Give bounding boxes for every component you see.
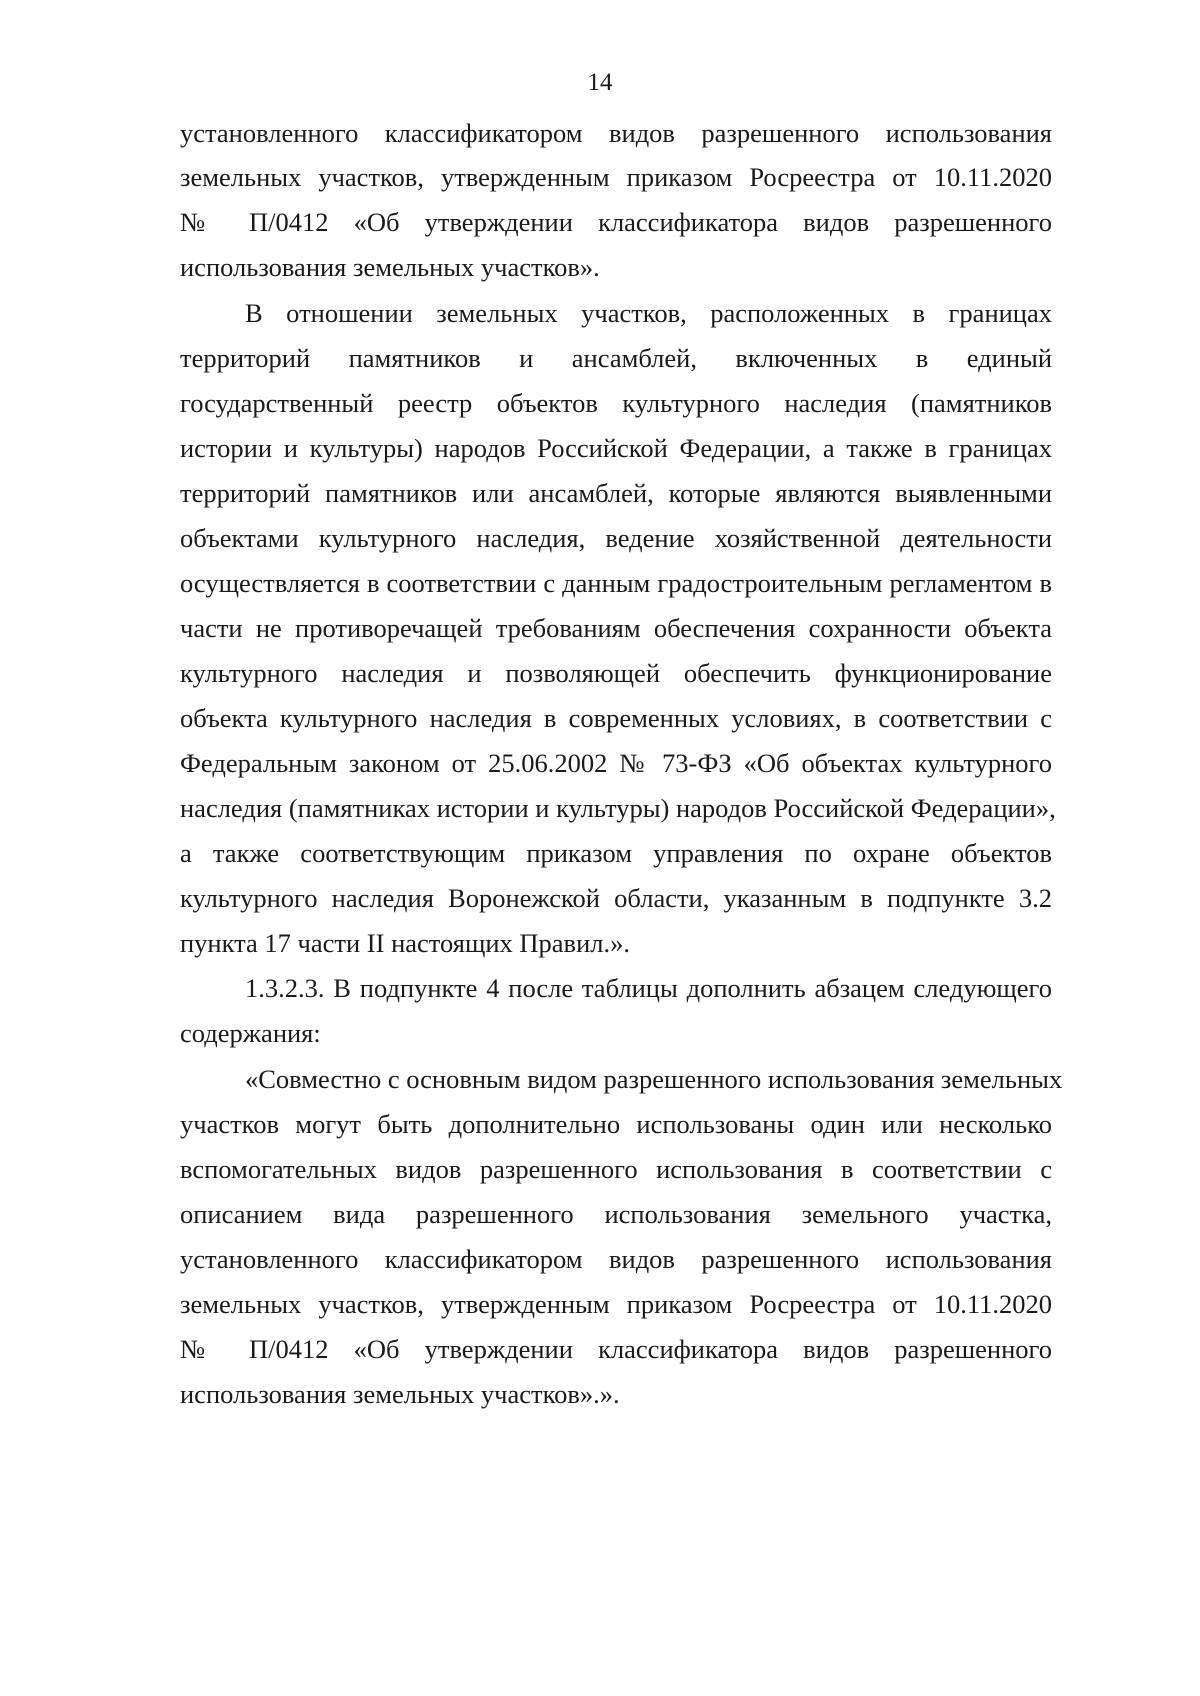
text-line: культурного наследия и позволяющей обеспечить функционирование <box>180 658 1052 688</box>
text-line: установленного классификатором видов разрешенного использования <box>180 1244 1052 1274</box>
text-line: Федеральным законом от 25.06.2002 № 73-ФЗ «Об объектах культурного <box>180 748 1052 778</box>
text-line: территорий памятников и ансамблей, включенных в единый <box>180 343 1052 373</box>
text-line: пункта 17 части II настоящих Правил.». <box>180 928 630 958</box>
text-line: а также соответствующим приказом управления по охране объектов <box>180 838 1052 868</box>
text-line: части не противоречащей требованиям обеспечения сохранности объекта <box>180 613 1052 643</box>
text-line: наследия (памятниках истории и культуры) народов Российской Федерации», <box>180 793 1056 823</box>
text-line: № П/0412 «Об утверждении классификатора видов разрешенного <box>180 1334 1052 1364</box>
text-line: государственный реестр объектов культурного наследия (памятников <box>180 388 1052 418</box>
text-line: культурного наследия Воронежской области, указанным в подпункте 3.2 <box>180 883 1052 913</box>
text-line: вспомогательных видов разрешенного использования в соответствии с <box>180 1154 1052 1184</box>
text-line: земельных участков, утвержденным приказом Росреестра от 10.11.2020 <box>180 1289 1052 1319</box>
text-line: осуществляется в соответствии с данным градостроительным регламентом в <box>180 568 1052 598</box>
text-line: использования земельных участков». <box>180 252 600 282</box>
text-line: описанием вида разрешенного использования земельного участка, <box>180 1199 1052 1229</box>
text-line: «Совместно с основным видом разрешенного использования земельных <box>245 1064 1063 1094</box>
text-line: использования земельных участков».». <box>180 1379 620 1409</box>
text-line: земельных участков, утвержденным приказом Росреестра от 10.11.2020 <box>180 162 1052 192</box>
text-line: истории и культуры) народов Российской Федерации, а также в границах <box>180 433 1052 463</box>
text-line: установленного классификатором видов разрешенного использования <box>180 118 1052 148</box>
text-line: участков могут быть дополнительно использованы один или несколько <box>180 1109 1052 1139</box>
page-number: 14 <box>587 69 613 96</box>
text-line: объектами культурного наследия, ведение хозяйственной деятельности <box>180 523 1052 553</box>
text-line: территорий памятников или ансамблей, которые являются выявленными <box>180 478 1052 508</box>
text-line: № П/0412 «Об утверждении классификатора видов разрешенного <box>180 207 1052 237</box>
text-line: содержания: <box>180 1018 321 1048</box>
text-line: 1.3.2.3. В подпункте 4 после таблицы дополнить абзацем следующего <box>245 973 1052 1003</box>
text-line: В отношении земельных участков, расположенных в границах <box>245 298 1052 328</box>
text-line: объекта культурного наследия в современных условиях, в соответствии с <box>180 703 1052 733</box>
